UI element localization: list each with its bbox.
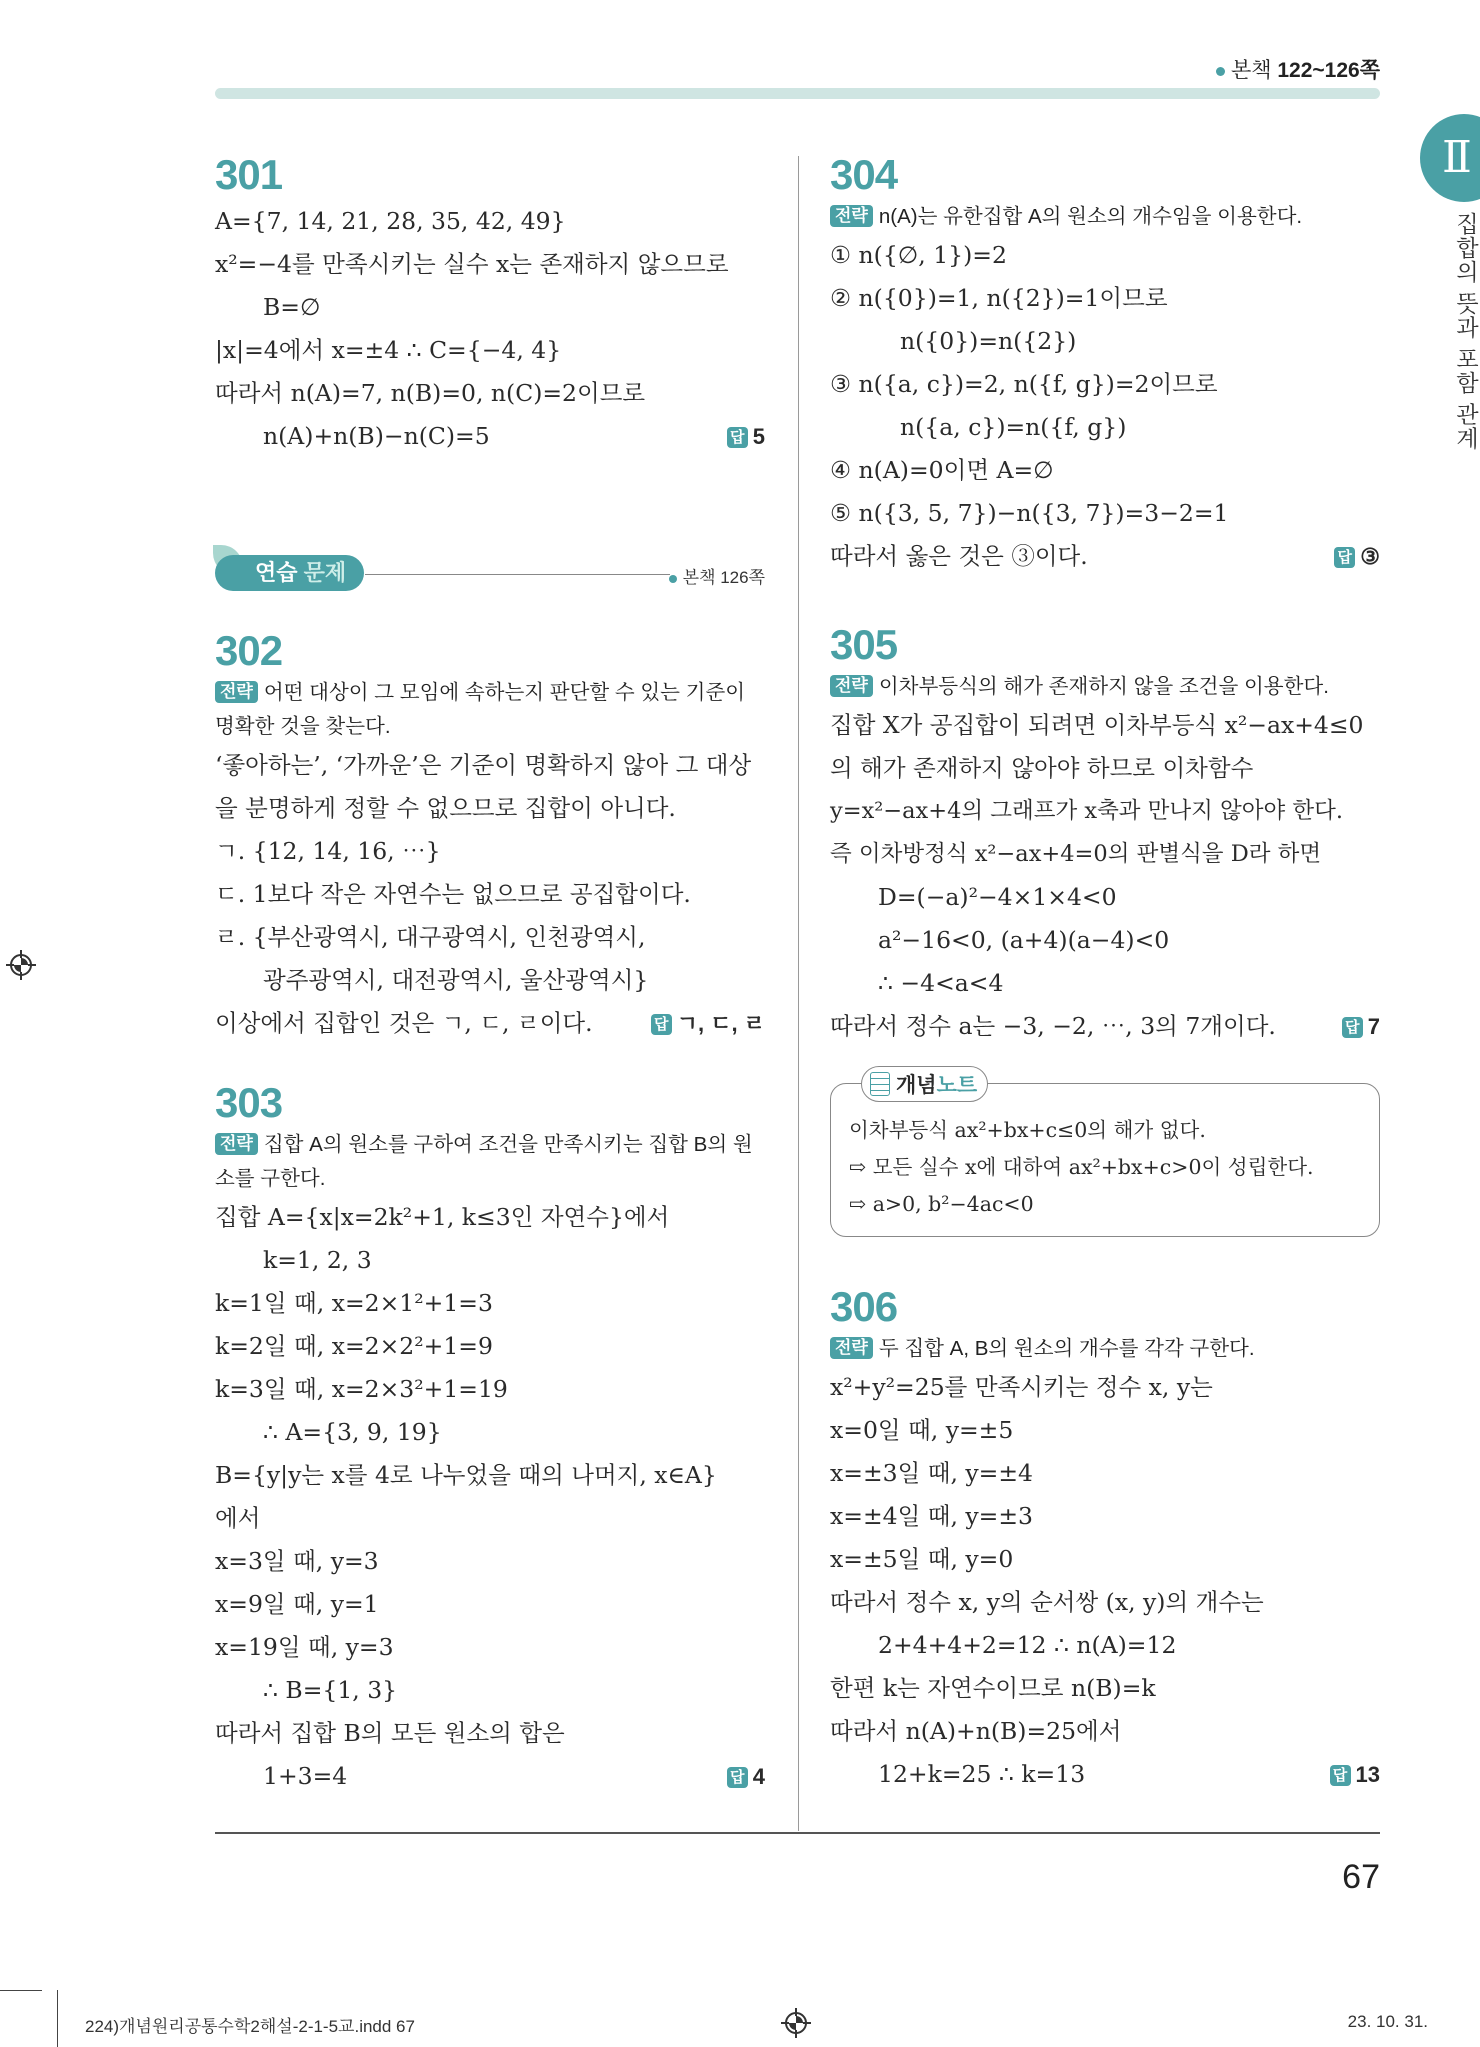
answer-badge: 답 (727, 1767, 748, 1788)
answer-badge: 답 (727, 427, 748, 448)
answer-value: 13 (1355, 1762, 1380, 1787)
strategy (830, 1332, 1380, 1366)
solution-line: 을 분명하게 정할 수 없으므로 집합이 아니다. (215, 794, 676, 822)
answer (727, 1755, 765, 1798)
answer (1342, 1005, 1380, 1048)
strategy (215, 1128, 765, 1196)
solution-line: k=3일 때, x=2×3²+1=19 (215, 1375, 508, 1403)
strategy (830, 200, 1380, 234)
registration-mark-icon (6, 950, 36, 980)
bullet-dot-icon (669, 575, 677, 583)
solution-line: n({0})=n({2}) (900, 327, 1077, 355)
solution-line-final (215, 415, 765, 458)
problem-306 (830, 1282, 1380, 1796)
problem-number: 304 (830, 151, 898, 198)
answer-value: 5 (752, 424, 765, 449)
strategy (215, 676, 765, 744)
answer (1330, 1753, 1380, 1796)
note-title-a: 개념 (896, 1074, 937, 1097)
final-equation: 1+3=4 (263, 1762, 348, 1790)
solution-line: B={y|y는 x를 4로 나누었을 때의 나머지, x∈A} (215, 1461, 717, 1489)
practice-label-b: 문제 (303, 560, 347, 585)
final-statement: 따라서 정수 a는 −3, −2, ⋯, 3의 7개이다. (830, 1012, 1276, 1040)
answer-badge: 답 (651, 1014, 672, 1035)
solution-line: k=2일 때, x=2×2²+1=9 (215, 1332, 493, 1360)
practice-reference-text: 본책 126쪽 (682, 568, 765, 587)
solution-line: 한편 k는 자연수이므로 n(B)=k (830, 1674, 1156, 1702)
strategy-badge: 전략 (830, 205, 873, 227)
strategy-badge: 전략 (215, 681, 258, 703)
note-line: ⇨ 모든 실수 x에 대하여 ax²+bx+c>0이 성립한다. (849, 1155, 1314, 1179)
strategy-text: 집합 A의 원소를 구하여 조건을 만족시키는 집합 B의 원소를 구한다. (215, 1133, 753, 1190)
strategy-badge: 전략 (830, 675, 873, 697)
bullet-dot-icon (1216, 67, 1225, 76)
practice-label (215, 555, 364, 591)
strategy (830, 670, 1380, 704)
strategy-badge: 전략 (830, 1337, 873, 1359)
problem-303 (215, 1078, 765, 1798)
solution-line: D=(−a)²−4×1×4<0 (878, 883, 1117, 911)
answer-value: 4 (752, 1764, 765, 1789)
solution-line: 따라서 정수 x, y의 순서쌍 (x, y)의 개수는 (830, 1588, 1264, 1616)
footer-date: 23. 10. 31. (1347, 2012, 1428, 2031)
concept-note-title (861, 1066, 988, 1102)
problem-number: 306 (830, 1283, 898, 1330)
note-title-b: 노트 (936, 1074, 978, 1097)
solution-line: a²−16<0, (a+4)(a−4)<0 (878, 926, 1170, 954)
header-bar (215, 88, 1380, 99)
footer-file-info: 224)개념원리공통수학2해설-2-1-5교.indd 67 (85, 2017, 415, 2036)
solution-line: ∴ −4<a<4 (878, 969, 1004, 997)
solution-line-final (830, 1005, 1380, 1048)
solution-line: ∴ B={1, 3} (263, 1676, 398, 1704)
problem-number: 301 (215, 151, 283, 198)
final-equation: n(A)+n(B)−n(C)=5 (263, 422, 490, 450)
solution-line: 집합 A={x|x=2k²+1, k≤3인 자연수}에서 (215, 1203, 670, 1231)
solution-line: ㄷ. 1보다 작은 자연수는 없으므로 공집합이다. (215, 880, 691, 908)
problem-number: 305 (830, 621, 898, 668)
note-line: ⇨ a>0, b²−4ac<0 (849, 1192, 1034, 1216)
practice-label-a: 연습 (255, 560, 298, 585)
reference-range: 122~126쪽 (1277, 59, 1380, 82)
concept-note-body (849, 1112, 1314, 1223)
solution-line: x²+y²=25를 만족시키는 정수 x, y는 (830, 1373, 1213, 1401)
solution-line: 에서 (215, 1504, 261, 1532)
final-statement: 이상에서 집합인 것은 ㄱ, ㄷ, ㄹ이다. (215, 1009, 593, 1037)
problem-number: 302 (215, 627, 283, 674)
solution-line: k=1일 때, x=2×1²+1=3 (215, 1289, 493, 1317)
solution-line: n({a, c})=n({f, g}) (900, 413, 1127, 441)
answer-value: ③ (1360, 544, 1380, 569)
problem-305 (830, 620, 1380, 1048)
answer-value: ㄱ, ㄷ, ㄹ (676, 1011, 765, 1036)
chapter-tab: Ⅱ (1420, 114, 1480, 202)
solution-line: k=1, 2, 3 (263, 1246, 372, 1274)
solution-line: ∴ A={3, 9, 19} (263, 1418, 442, 1446)
solution-line: x=±3일 때, y=±4 (830, 1459, 1034, 1487)
solution-line-final (215, 1755, 765, 1798)
solution-line: B=∅ (263, 293, 321, 321)
registration-mark-icon (781, 2008, 811, 2038)
solution-line: A={7, 14, 21, 28, 35, 42, 49} (215, 207, 566, 235)
solution-line-final (215, 1002, 765, 1045)
crop-mark (0, 1990, 42, 1991)
note-line: 이차부등식 ax²+bx+c≤0의 해가 없다. (849, 1118, 1206, 1142)
solution-line-final (830, 535, 1380, 578)
solution-line: x=0일 때, y=±5 (830, 1416, 1014, 1444)
solution-line: ‘좋아하는’, ‘가까운’은 기준이 명확하지 않아 그 대상 (215, 751, 752, 779)
solution-line: ① n({∅, 1})=2 (830, 241, 1007, 269)
strategy-text: 어떤 대상이 그 모임에 속하는지 판단할 수 있는 기준이 명확한 것을 찾는다. (215, 681, 746, 738)
chapter-title: 집합의 뜻과 포함 관계 (1453, 212, 1479, 451)
solution-line: ② n({0})=1, n({2})=1이므로 (830, 284, 1168, 312)
strategy-text: 이차부등식의 해가 존재하지 않을 조건을 이용한다. (878, 675, 1329, 698)
solution-line: x=±4일 때, y=±3 (830, 1502, 1034, 1530)
problem-302 (215, 626, 765, 1045)
answer (651, 1002, 765, 1045)
solution-line: x=9일 때, y=1 (215, 1590, 379, 1618)
solution-line: ⑤ n({3, 5, 7})−n({3, 7})=3−2=1 (830, 499, 1229, 527)
solution-line: x²=−4를 만족시키는 실수 x는 존재하지 않으므로 (215, 250, 729, 278)
solution-line: 따라서 집합 B의 모든 원소의 합은 (215, 1719, 565, 1747)
column-divider (798, 156, 799, 1831)
solution-line: 2+4+4+2=12 ∴ n(A)=12 (878, 1631, 1177, 1659)
solution-line: ㄹ. {부산광역시, 대구광역시, 인천광역시, (215, 923, 646, 951)
solution-line: 즉 이차방정식 x²−ax+4=0의 판별식을 D라 하면 (830, 841, 1322, 867)
solution-line: 광주광역시, 대전광역시, 울산광역시} (263, 966, 649, 994)
answer-badge: 답 (1334, 547, 1355, 568)
solution-line: 따라서 n(A)+n(B)=25에서 (830, 1717, 1122, 1745)
solution-line: ㄱ. {12, 14, 16, ⋯} (215, 837, 441, 865)
solution-line: x=19일 때, y=3 (215, 1633, 394, 1661)
bottom-rule (215, 1832, 1380, 1834)
solution-line: y=x²−ax+4의 그래프가 x축과 만나지 않아야 한다. (830, 798, 1344, 824)
strategy-text: n(A)는 유한집합 A의 원소의 개수임을 이용한다. (878, 205, 1303, 228)
practice-section-header (215, 545, 765, 595)
reference-prefix: 본책 (1230, 59, 1272, 82)
problem-number: 303 (215, 1079, 283, 1126)
answer (727, 415, 765, 458)
concept-note-box (830, 1074, 1380, 1237)
solution-line-final (830, 1753, 1380, 1796)
solution-line: 집합 X가 공집합이 되려면 이차부등식 x²−ax+4≤0 (830, 711, 1364, 739)
problem-304 (830, 150, 1380, 578)
solution-line: ④ n(A)=0이면 A=∅ (830, 456, 1054, 484)
solution-line: |x|=4에서 x=±4 ∴ C={−4, 4} (215, 336, 562, 364)
notepad-icon (870, 1072, 890, 1096)
solution-line: x=3일 때, y=3 (215, 1547, 379, 1575)
strategy-text: 두 집합 A, B의 원소의 개수를 각각 구한다. (878, 1337, 1255, 1360)
solution-line: 의 해가 존재하지 않아야 하므로 이차함수 (830, 754, 1254, 782)
practice-reference (669, 563, 765, 588)
page-reference (1216, 54, 1380, 84)
strategy-badge: 전략 (215, 1133, 258, 1155)
answer (1334, 535, 1380, 578)
answer-badge: 답 (1342, 1017, 1363, 1038)
final-equation: 12+k=25 ∴ k=13 (878, 1760, 1086, 1788)
answer-value: 7 (1367, 1014, 1380, 1039)
solution-line: ③ n({a, c})=2, n({f, g})=2이므로 (830, 370, 1218, 398)
problem-301 (215, 150, 765, 458)
final-statement: 따라서 옳은 것은 ③이다. (830, 542, 1088, 570)
page-number: 67 (1342, 1858, 1380, 1896)
practice-rule (365, 574, 670, 575)
crop-mark (57, 1990, 58, 2047)
solution-line: 따라서 n(A)=7, n(B)=0, n(C)=2이므로 (215, 379, 646, 407)
answer-badge: 답 (1330, 1765, 1351, 1786)
solution-line: x=±5일 때, y=0 (830, 1545, 1014, 1573)
